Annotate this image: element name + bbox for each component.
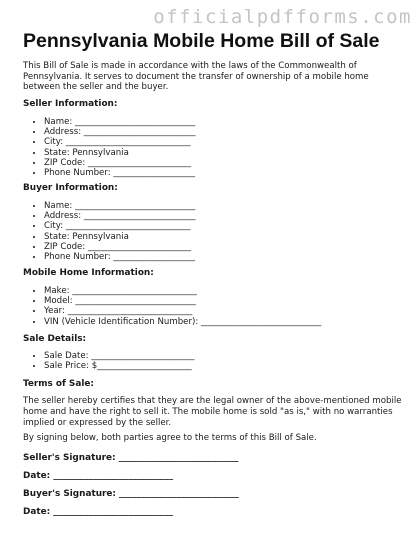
buyer-signature-line: Buyer's Signature: ___________________________	[23, 489, 239, 499]
sale-price-field: • Sale Price: $______________________	[44, 361, 194, 371]
seller-signature-line: Seller's Signature: ___________________________	[23, 453, 239, 463]
buyer-address-field: • Address: __________________________	[44, 211, 196, 221]
buyer-zip-field: • ZIP Code: ________________________	[44, 242, 196, 252]
intro-paragraph: This Bill of Sale is made in accordance with the laws of the Commonwealth of Pennsylvania. It serves to document the transfer of ownership of a mobile home between the seller and the buyer.	[23, 61, 369, 92]
agreement-paragraph: By signing below, both parties agree to the terms of this Bill of Sale.	[23, 433, 317, 443]
seller-state-field: • State: Pennsylvania	[44, 148, 196, 158]
buyer-heading: Buyer Information:	[23, 183, 118, 193]
buyer-name-field: • Name: ____________________________	[44, 201, 196, 211]
page-title: Pennsylvania Mobile Home Bill of Sale	[23, 30, 380, 52]
terms-heading: Terms of Sale:	[23, 379, 94, 389]
sale-details-heading: Sale Details:	[23, 334, 87, 344]
buyer-date-line: Date: ___________________________	[23, 507, 174, 517]
make-field: • Make: _____________________________	[44, 286, 321, 296]
buyer-fields	[30, 201, 196, 262]
seller-heading: Seller Information:	[23, 99, 118, 109]
buyer-city-field: • City: _____________________________	[44, 221, 196, 231]
buyer-phone-field: • Phone Number: ___________________	[44, 252, 196, 262]
watermark: officialpdfforms.com	[153, 6, 412, 28]
sale-date-field: • Sale Date: ________________________	[44, 351, 194, 361]
mobile-home-heading: Mobile Home Information:	[23, 268, 154, 278]
seller-zip-field: • ZIP Code: ________________________	[44, 158, 196, 168]
vin-field: • VIN (Vehicle Identification Number): ____________________________	[44, 317, 321, 327]
seller-name-field: • Name: ____________________________	[44, 117, 196, 127]
seller-city-field: • City: _____________________________	[44, 137, 196, 147]
sale-fields	[30, 351, 194, 371]
buyer-state-field: • State: Pennsylvania	[44, 232, 196, 242]
seller-phone-field: • Phone Number: ___________________	[44, 168, 196, 178]
year-field: • Year: _____________________________	[44, 306, 321, 316]
seller-address-field: • Address: __________________________	[44, 127, 196, 137]
seller-date-line: Date: ___________________________	[23, 471, 174, 481]
terms-paragraph: The seller hereby certifies that they are the legal owner of the above-mentioned mobile home and have the right to sell it. The mobile home is sold "as is," with no warranties implied or expressed by the seller.	[23, 396, 402, 428]
model-field: • Model: ____________________________	[44, 296, 321, 306]
seller-fields	[30, 117, 196, 178]
mobile-home-fields	[30, 286, 321, 327]
